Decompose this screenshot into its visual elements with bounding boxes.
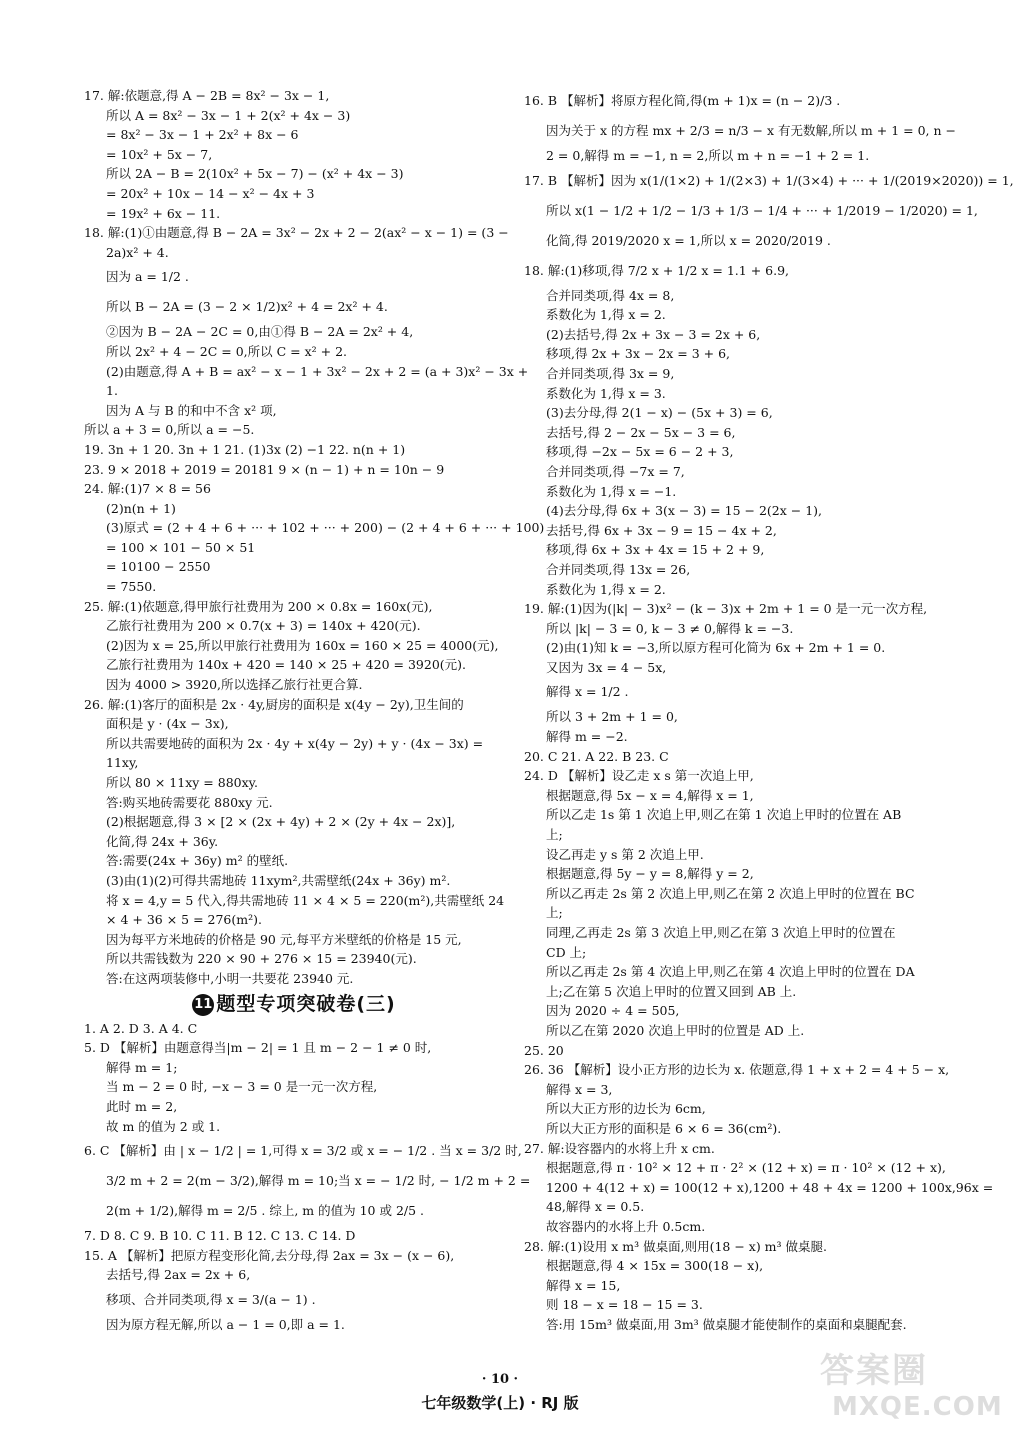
answer-line: 上;乙在第 5 次追上甲时的位置又回到 AB 上.	[546, 983, 797, 999]
section-heading	[84, 991, 504, 1017]
answer-line: 所以 A = 8x² − 3x − 1 + 2(x² + 4x − 3)	[106, 107, 351, 123]
answer-line: 合并同类项,得 3x = 9,	[546, 365, 675, 381]
answer-line: 因为 4000 > 3920,所以选择乙旅行社更合算.	[106, 677, 363, 693]
answer-line: = 19x² + 6x − 11.	[106, 205, 221, 221]
answer-line: 所以共需要地砖的面积为 2x · 4y + x(4y − 2y) + y · (4x − 3x) =	[106, 735, 484, 751]
watermark-text-top: 答案圈	[820, 1351, 928, 1391]
answer-line: 1.	[106, 383, 118, 399]
answer-line: 答:用 15m³ 做桌面,用 3m³ 做桌腿才能使制作的桌面和桌腿配套.	[546, 1316, 907, 1332]
left-answer-lines	[84, 86, 545, 989]
answer-line: 当 m − 2 = 0 时, −x − 3 = 0 是一元一次方程,	[106, 1079, 378, 1095]
answer-line: 17. 解:依题意,得 A − 2B = 8x² − 3x − 1,	[84, 88, 330, 103]
answer-line: 设乙再走 y s 第 2 次追上甲.	[546, 846, 704, 862]
answer-line: 25. 20	[524, 1042, 564, 1058]
answer-line: 根据题意,得 4 × 15x = 300(18 − x),	[546, 1258, 764, 1274]
answer-line: 1. A 2. D 3. A 4. C	[84, 1020, 198, 1036]
answer-line: 乙旅行社费用为 200 × 0.7(x + 3) = 140x + 420(元).	[106, 618, 421, 634]
answer-line: 化简,得 2019/2020 x = 1,所以 x = 2020/2019 .	[546, 232, 831, 248]
answer-line: = 100 × 101 − 50 × 51	[106, 539, 256, 555]
answer-line: 所以大正方形的面积是 6 × 6 = 36(cm²).	[546, 1120, 782, 1136]
answer-line: (2)由题意,得 A + B = ax² − x − 1 + 3x² − 2x + 2 = (a + 3)x² − 3x +	[106, 363, 529, 379]
answer-line: 18. 解:(1)①由题意,得 B − 2A = 3x² − 2x + 2 − 2(ax² − x − 1) = (3 −	[84, 225, 509, 241]
watermark-logo	[820, 1350, 1003, 1435]
answer-line: 将 x = 4,y = 5 代入,得共需地砖 11 × 4 × 5 = 220(m²),共需壁纸 24	[106, 892, 505, 908]
answer-line: 17. B 【解析】因为 x(1/(1×2) + 1/(2×3) + 1/(3×4) + ··· + 1/(2019×2020)) = 1,	[524, 172, 1014, 188]
answer-line: 所以乙再走 2s 第 4 次追上甲,则乙在第 4 次追上甲时的位置在 DA	[546, 964, 915, 980]
answer-line: 故容器内的水将上升 0.5cm.	[546, 1218, 706, 1234]
right-answer-lines	[524, 86, 1014, 1334]
answer-line: 系数化为 1,得 x = −1.	[546, 483, 677, 499]
answer-line: 移项、合并同类项,得 x = 3/(a − 1) .	[106, 1291, 316, 1307]
answer-line: 答:购买地砖需要花 880xy 元.	[106, 794, 273, 810]
answer-line: 因为每平方米地砖的价格是 90 元,每平方米壁纸的价格是 15 元,	[106, 931, 462, 947]
answer-line: 7. D 8. C 9. B 10. C 11. B 12. C 13. C 14. D	[84, 1228, 356, 1244]
answer-line: 移项,得 2x + 3x − 2x = 3 + 6,	[546, 346, 731, 362]
answer-line: = 20x² + 10x − 14 − x² − 4x + 3	[106, 185, 315, 201]
answer-line: 所以 |k| − 3 = 0, k − 3 ≠ 0,解得 k = −3.	[546, 620, 794, 636]
answer-line: 25. 解:(1)依题意,得甲旅行社费用为 200 × 0.8x = 160x(元),	[84, 598, 433, 614]
answer-line: 3/2 m + 2 = 2(m − 3/2),解得 m = 10;当 x = − 1/2 时, − 1/2 m + 2 =	[106, 1173, 531, 1189]
answer-line: 所以大正方形的边长为 6cm,	[546, 1101, 706, 1117]
answer-line: 合并同类项,得 −7x = 7,	[546, 463, 685, 479]
answer-line: 28. 解:(1)设用 x m³ 做桌面,则用(18 − x) m³ 做桌腿.	[524, 1238, 827, 1254]
answer-line: 合并同类项,得 4x = 8,	[546, 287, 675, 303]
answer-line: 根据题意,得 5y − y = 8,解得 y = 2,	[546, 866, 754, 882]
answer-line: 解得 x = 15,	[546, 1277, 621, 1293]
answer-line: 答:需要(24x + 36y) m² 的壁纸.	[106, 853, 289, 869]
answer-line: 又因为 3x = 4 − 5x,	[546, 659, 667, 675]
answer-line: 则 18 − x = 18 − 15 = 3.	[546, 1297, 703, 1313]
answer-line: (2)因为 x = 25,所以甲旅行社费用为 160x = 160 × 25 = 4000(元),	[106, 637, 499, 653]
answer-line: 上;	[546, 827, 563, 843]
answer-line: 5. D 【解析】由题意得当|m − 2| = 1 且 m − 2 − 1 ≠ 0 时,	[84, 1040, 432, 1056]
answer-line: 面积是 y · (4x − 3x),	[106, 716, 229, 732]
section-title: 题型专项突破卷(三)	[216, 992, 396, 1015]
answer-line: 27. 解:设容器内的水将上升 x cm.	[524, 1140, 715, 1156]
page-number: · 10 ·	[481, 1372, 519, 1387]
answer-line: 故 m 的值为 2 或 1.	[106, 1118, 221, 1134]
right-column	[524, 86, 1014, 1334]
answer-line: 所以乙再走 2s 第 2 次追上甲,则乙在第 2 次追上甲时的位置在 BC	[546, 885, 915, 901]
answer-line: = 10100 − 2550	[106, 559, 211, 575]
answer-line: 26. 解:(1)客厅的面积是 2x · 4y,厨房的面积是 x(4y − 2y),卫生间的	[84, 696, 464, 712]
answer-line: 去括号,得 6x + 3x − 9 = 15 − 4x + 2,	[546, 522, 777, 538]
answer-line: 解得 x = 3,	[546, 1081, 613, 1097]
answer-line: 26. 36 【解析】设小正方形的边长为 x. 依题意,得 1 + x + 2 = 4 + 5 − x,	[524, 1062, 950, 1078]
answer-line: 因为 2020 ÷ 4 = 505,	[546, 1003, 680, 1019]
answer-line: (2)n(n + 1)	[106, 500, 176, 516]
answer-line: (4)去分母,得 6x + 3(x − 3) = 15 − 2(2x − 1),	[546, 503, 823, 519]
answer-line: 移项,得 6x + 3x + 4x = 15 + 2 + 9,	[546, 542, 765, 558]
answer-line: (3)由(1)(2)可得共需地砖 11xym²,共需壁纸(24x + 36y) m².	[106, 872, 451, 888]
answer-line: 16. B 【解析】将原方程化简,得(m + 1)x = (n − 2)/3 .	[524, 93, 841, 108]
answer-line: 所以 3 + 2m + 1 = 0,	[546, 709, 678, 725]
watermark-text-bottom: MXQE.COM	[832, 1392, 1003, 1422]
answer-line: 1200 + 4(12 + x) = 100(12 + x),1200 + 48 + 4x = 1200 + 100x,96x =	[546, 1179, 994, 1195]
answer-line: 19. 解:(1)因为(|k| − 3)x² − (k − 3)x + 2m + 1 = 0 是一元一次方程,	[524, 601, 928, 617]
answer-line: 48,解得 x = 0.5.	[546, 1199, 645, 1215]
answer-line: 解得 m = −2.	[546, 729, 628, 745]
answer-line: ②因为 B − 2A − 2C = 0,由①得 B − 2A = 2x² + 4,	[106, 324, 414, 340]
answer-line: 所以 2x² + 4 − 2C = 0,所以 C = x² + 2.	[106, 343, 348, 359]
answer-line: 系数化为 1,得 x = 2.	[546, 581, 666, 597]
answer-line: 化简,得 24x + 36y.	[106, 833, 219, 849]
answer-line: = 7550.	[106, 579, 157, 595]
answer-line: 因为 A 与 B 的和中不含 x² 项,	[106, 402, 277, 418]
section-number-badge: 11	[192, 994, 214, 1016]
answer-line: 此时 m = 2,	[106, 1098, 178, 1114]
answer-line: × 4 + 36 × 5 = 276(m²).	[106, 912, 262, 928]
answer-line: 2(m + 1/2),解得 m = 2/5 . 综上, m 的值为 10 或 2/5 .	[106, 1203, 425, 1219]
answer-line: 去括号,得 2ax = 2x + 6,	[106, 1267, 251, 1283]
answer-line: 解得 m = 1;	[106, 1059, 178, 1075]
answer-line: 移项,得 −2x − 5x = 6 − 2 + 3,	[546, 444, 734, 460]
answer-line: CD 上;	[546, 944, 587, 960]
answer-line: 因为原方程无解,所以 a − 1 = 0,即 a = 1.	[106, 1316, 345, 1332]
answer-line: 上;	[546, 905, 563, 921]
answer-line: 所以 2A − B = 2(10x² + 5x − 7) − (x² + 4x − 3)	[106, 166, 404, 182]
answer-line: 合并同类项,得 13x = 26,	[546, 561, 691, 577]
answer-line: 所以共需钱数为 220 × 90 + 276 × 15 = 23940(元).	[106, 951, 417, 967]
answer-line: 所以 B − 2A = (3 − 2 × 1/2)x² + 4 = 2x² + 4.	[106, 299, 388, 315]
answer-line: 根据题意,得 π · 10² × 12 + π · 2² × (12 + x) = π · 10² × (12 + x),	[546, 1160, 946, 1176]
answer-line: 23. 9 × 2018 + 2019 = 20181 9 × (n − 1) + n = 10n − 9	[84, 461, 445, 477]
answer-line: 2 = 0,解得 m = −1, n = 2,所以 m + n = −1 + 2 = 1.	[546, 148, 870, 163]
answer-line: 系数化为 1,得 x = 3.	[546, 385, 666, 401]
answer-line: 所以 x(1 − 1/2 + 1/2 − 1/3 + 1/3 − 1/4 + ··· + 1/2019 − 1/2020) = 1,	[546, 202, 978, 218]
book-title: 七年级数学(上) · RJ 版	[421, 1394, 579, 1412]
answer-line: 6. C 【解析】由 | x − 1/2 | = 1,可得 x = 3/2 或 x = − 1/2 . 当 x = 3/2 时,	[84, 1143, 522, 1159]
answer-line: = 8x² − 3x − 1 + 2x² + 8x − 6	[106, 127, 299, 143]
answer-line: 所以乙走 1s 第 1 次追上甲,则乙在第 1 次追上甲时的位置在 AB	[546, 807, 902, 823]
answer-line: 因为关于 x 的方程 mx + 2/3 = n/3 − x 有无数解,所以 m + 1 = 0, n −	[546, 123, 956, 138]
answer-line: 19. 3n + 1 20. 3n + 1 21. (1)3x (2) −1 22. n(n + 1)	[84, 441, 406, 457]
answer-line: = 10x² + 5x − 7,	[106, 146, 213, 162]
answer-line: 24. 解:(1)7 × 8 = 56	[84, 481, 211, 497]
answer-line: (2)由(1)知 k = −3,所以原方程可化简为 6x + 2m + 1 = 0.	[546, 640, 886, 656]
answer-line: 系数化为 1,得 x = 2.	[546, 307, 666, 323]
answer-line: 20. C 21. A 22. B 23. C	[524, 748, 669, 764]
answer-line: (3)去分母,得 2(1 − x) − (5x + 3) = 6,	[546, 405, 773, 421]
answer-line: 去括号,得 2 − 2x − 5x − 3 = 6,	[546, 424, 736, 440]
answer-line: 所以 80 × 11xy = 880xy.	[106, 775, 259, 790]
answer-line: 答:在这两项装修中,小明一共要花 23940 元.	[106, 970, 354, 986]
answer-line: 2a)x² + 4.	[106, 244, 169, 260]
answer-line: (3)原式 = (2 + 4 + 6 + ··· + 102 + ··· + 200) − (2 + 4 + 6 + ··· + 100)	[106, 520, 545, 536]
answer-line: 因为 a = 1/2 .	[106, 269, 189, 285]
answer-line: 所以 a + 3 = 0,所以 a = −5.	[84, 422, 255, 438]
answer-line: (2)去括号,得 2x + 3x − 3 = 2x + 6,	[546, 326, 761, 342]
left-answer-lines-2	[84, 1019, 531, 1335]
answer-line: (2)根据题意,得 3 × [2 × (2x + 4y) + 2 × (2y + 4x − 2x)],	[106, 814, 456, 830]
answer-line: 根据题意,得 5x − x = 4,解得 x = 1,	[546, 787, 754, 803]
answer-line: 所以乙在第 2020 次追上甲时的位置是 AD 上.	[546, 1022, 805, 1038]
answer-line: 18. 解:(1)移项,得 7/2 x + 1/2 x = 1.1 + 6.9,	[524, 262, 789, 278]
answer-line: 15. A 【解析】把原方程变形化简,去分母,得 2ax = 3x − (x − 6),	[84, 1247, 455, 1263]
answer-line: 24. D 【解析】设乙走 x s 第一次追上甲,	[524, 768, 754, 784]
answer-line: 同理,乙再走 2s 第 3 次追上甲,则乙在第 3 次追上甲时的位置在	[546, 925, 896, 940]
answer-line: 11xy,	[106, 755, 139, 771]
answer-line: 乙旅行社费用为 140x + 420 = 140 × 25 + 420 = 3920(元).	[106, 657, 467, 673]
answer-line: 解得 x = 1/2 .	[546, 684, 629, 700]
